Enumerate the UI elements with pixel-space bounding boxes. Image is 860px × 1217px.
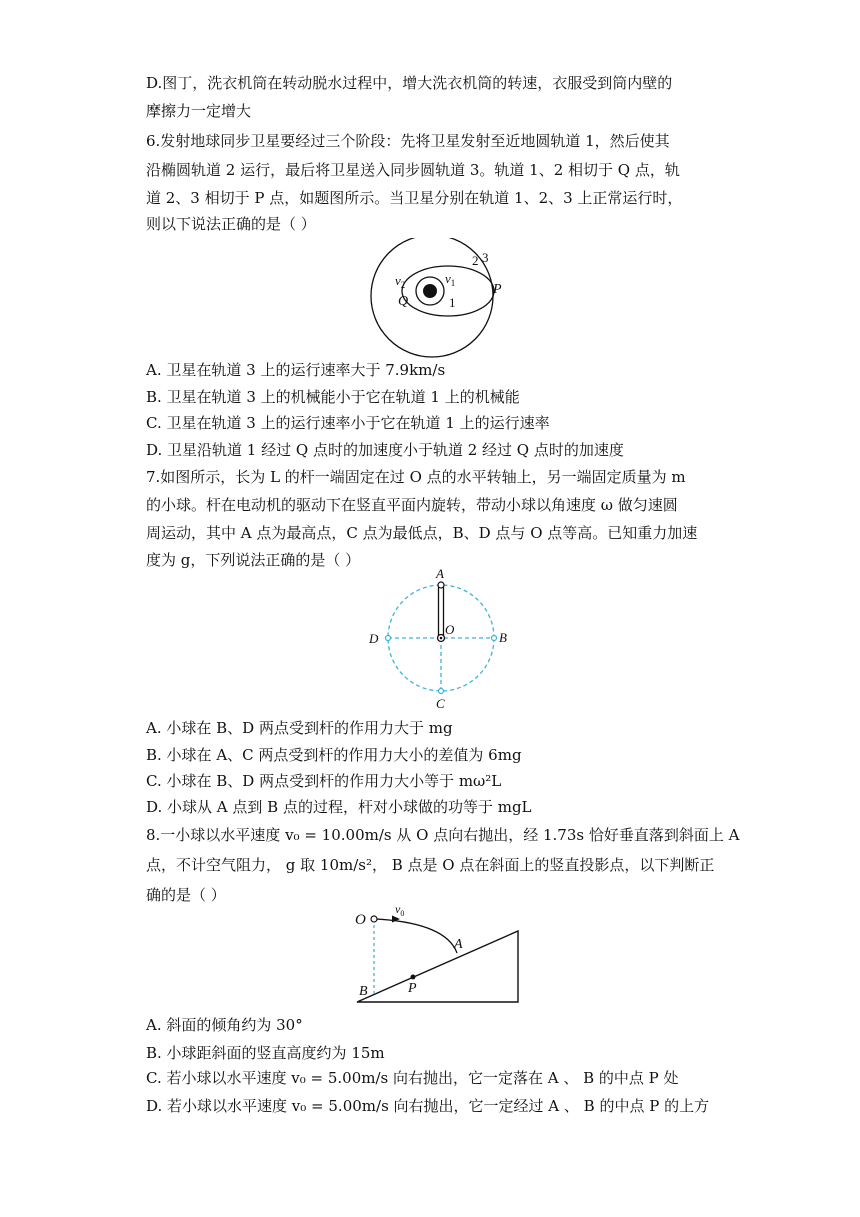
point-D <box>386 636 391 641</box>
q6-option-b: B. 卫星在轨道 3 上的机械能小于它在轨道 1 上的机械能 <box>146 388 520 406</box>
earth-dot <box>423 284 437 298</box>
label-P: P <box>493 282 502 297</box>
q7-circle-figure <box>362 566 522 710</box>
point-P <box>411 975 416 980</box>
ball-at-A <box>438 582 444 588</box>
q8-incline-figure <box>350 898 525 1008</box>
q8-option-c: C. 若小球以水平速度 v₀ = 5.00m/s 向右抛出，它一定落在 A 、 B 的中点 P 处 <box>146 1069 679 1087</box>
q6-stem-line2: 沿椭圆轨道 2 运行，最后将卫星送入同步圆轨道 3。轨道 1、2 相切于 Q 点，轨 <box>146 161 680 179</box>
incline-triangle <box>357 931 518 1002</box>
label-P: P <box>408 981 417 996</box>
label-v2: $v_2$ <box>395 273 406 290</box>
q8-option-b: B. 小球距斜面的竖直高度约为 15m <box>146 1044 385 1062</box>
label-O: O <box>355 912 366 928</box>
q8-stem-line3: 确的是（ ） <box>146 886 226 904</box>
label-A: A <box>454 937 463 952</box>
point-C <box>439 689 444 694</box>
label-D: D <box>369 631 379 646</box>
label-v1: $v_1$ <box>445 271 456 288</box>
q6-stem-line4: 则以下说法正确的是（ ） <box>146 215 316 233</box>
q7-option-d: D. 小球从 A 点到 B 点的过程，杆对小球做的功等于 mgL <box>146 798 532 816</box>
q7-stem-line2: 的小球。杆在电动机的驱动下在竖直平面内旋转，带动小球以角速度 ω 做匀速圆 <box>146 496 678 514</box>
point-O <box>371 916 377 922</box>
label-C: C <box>436 696 445 710</box>
label-orbit-2: 2 <box>472 253 479 268</box>
q5-option-d-line1: D.图丁，洗衣机筒在转动脱水过程中，增大洗衣机筒的转速，衣服受到筒内壁的 <box>146 74 673 92</box>
q7-stem-line4: 度为 g，下列说法正确的是（ ） <box>146 551 361 569</box>
q6-option-a: A. 卫星在轨道 3 上的运行速率大于 7.9km/s <box>146 361 446 379</box>
q7-option-a: A. 小球在 B、D 两点受到杆的作用力大于 mg <box>146 719 453 737</box>
label-A: A <box>436 566 444 581</box>
label-orbit-3: 3 <box>482 250 489 265</box>
q8-stem-line1: 8.一小球以水平速度 v₀ = 10.00m/s 从 O 点向右抛出，经 1.73s 恰好垂直落到斜面上 A <box>146 826 740 844</box>
label-B: B <box>359 984 368 999</box>
q7-stem-line1: 7.如图所示，长为 L 的杆一端固定在过 O 点的水平转轴上，另一端固定质量为 m <box>146 468 686 486</box>
q6-option-d: D. 卫星沿轨道 1 经过 Q 点时的加速度小于轨道 2 经过 Q 点时的加速度 <box>146 441 624 459</box>
q7-option-b: B. 小球在 A、C 两点受到杆的作用力大小的差值为 6mg <box>146 746 522 764</box>
label-B: B <box>499 630 507 645</box>
q7-stem-line3: 周运动，其中 A 点为最高点，C 点为最低点，B、D 点与 O 点等高。已知重力加速 <box>146 524 698 542</box>
q8-option-d: D. 若小球以水平速度 v₀ = 5.00m/s 向右抛出，它一定经过 A 、 B 的中点 P 的上方 <box>146 1097 710 1115</box>
q7-option-c: C. 小球在 B、D 两点受到杆的作用力大小等于 mω²L <box>146 772 502 790</box>
q6-stem-line3: 道 2、3 相切于 P 点，如题图所示。当卫星分别在轨道 1、2、3 上正常运行时， <box>146 189 683 207</box>
q6-orbit-figure <box>360 238 520 358</box>
q5-option-d-line2: 摩擦力一定增大 <box>146 102 252 120</box>
label-Q: Q <box>398 294 409 309</box>
point-B <box>492 636 497 641</box>
q8-option-a: A. 斜面的倾角约为 30° <box>146 1016 303 1034</box>
q6-stem-line1: 6.发射地球同步卫星要经过三个阶段：先将卫星发射至近地圆轨道 1，然后使其 <box>146 132 670 150</box>
trajectory-curve <box>376 919 457 953</box>
label-orbit-1: 1 <box>449 295 456 310</box>
q8-stem-line2: 点，不计空气阻力， g 取 10m/s²， B 点是 O 点在斜面上的竖直投影点，以下判断正 <box>146 856 715 874</box>
q6-option-c: C. 卫星在轨道 3 上的运行速率小于它在轨道 1 上的运行速率 <box>146 414 550 432</box>
label-O: O <box>445 622 455 637</box>
rod <box>439 587 444 638</box>
label-v0: $v_0$ <box>395 902 405 918</box>
